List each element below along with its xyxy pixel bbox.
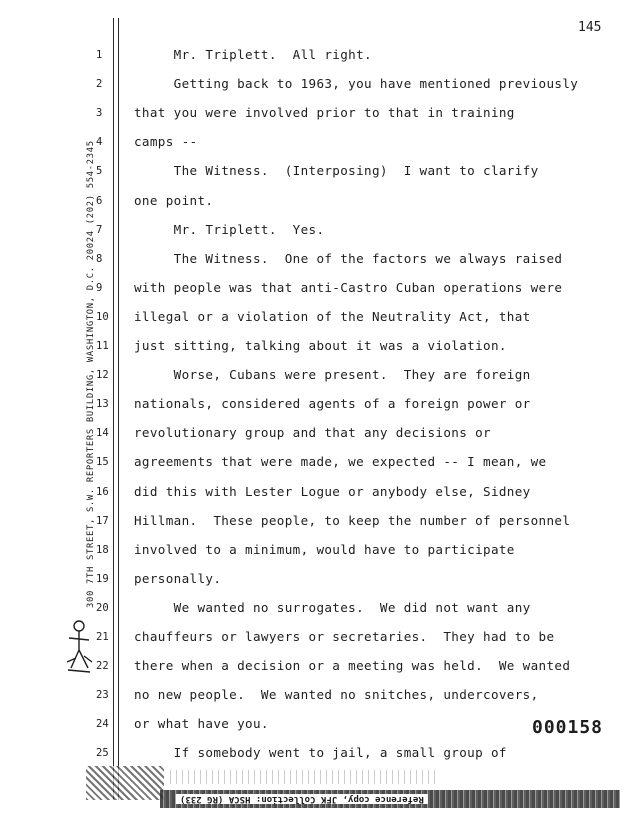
line-number: 11	[96, 340, 109, 352]
transcript-line: personally.	[134, 570, 222, 586]
line-number: 23	[96, 689, 109, 702]
transcript-line: camps --	[134, 134, 198, 150]
transcript-line: revolutionary group and that any decisions or	[134, 425, 491, 441]
transcript-line: agreements that were made, we expected -- I mean, we	[134, 454, 547, 470]
line-number: 4	[96, 136, 103, 149]
transcript-line: just sitting, talking about it was a violation.	[134, 338, 507, 353]
transcript-line: with people was that anti-Castro Cuban operations were	[134, 279, 563, 295]
transcript-line: Mr. Triplett. Yes.	[134, 221, 325, 237]
scan-smudge	[86, 766, 164, 800]
transcript-line: If somebody went to jail, a small group of	[134, 745, 507, 761]
transcript-line: one point.	[134, 192, 214, 208]
left-margin-rule-inner	[118, 18, 119, 800]
transcript-line: that you were involved prior to that in training	[134, 105, 515, 121]
transcript-line: or what have you.	[134, 716, 269, 732]
transcript-line: Mr. Triplett. All right.	[134, 47, 372, 62]
line-number: 21	[96, 631, 109, 643]
line-number: 25	[96, 747, 109, 760]
line-number: 10	[96, 310, 109, 323]
line-number: 17	[96, 514, 109, 527]
transcript-line: Worse, Cubans were present. They are foreign	[134, 367, 531, 383]
line-number: 18	[96, 543, 109, 556]
reporter-address: 300 7TH STREET, S.W. REPORTERS BUILDING, WASHINGTON, D.C. 20024 (202) 554-2345	[86, 140, 96, 608]
transcript-line: chauffeurs or lawyers or secretaries. They had to be	[134, 629, 555, 644]
line-number: 12	[96, 369, 109, 382]
transcript-line: Getting back to 1963, you have mentioned previously	[134, 76, 579, 92]
line-number: 20	[96, 601, 109, 614]
transcript-line: We wanted no surrogates. We did not want any	[134, 599, 531, 615]
transcript-line: Hillman. These people, to keep the number of personnel	[134, 512, 571, 528]
transcript-line: The Witness. One of the factors we always raised	[134, 250, 563, 266]
line-number: 9	[96, 281, 103, 294]
line-number: 14	[96, 427, 109, 440]
document-id: 000158	[532, 717, 604, 738]
scan-noise	[170, 770, 440, 784]
page-number: 145	[578, 20, 602, 35]
line-number: 5	[96, 165, 103, 178]
line-number: 1	[96, 49, 103, 61]
left-margin-rule	[113, 18, 114, 800]
line-number: 13	[96, 398, 109, 411]
collection-reference: Reference copy, JFK Collection: HSCA (RG 233)	[176, 794, 428, 804]
stamp-figure-icon	[64, 618, 94, 674]
transcript-line: illegal or a violation of the Neutrality Act, that	[134, 308, 531, 324]
line-number: 19	[96, 572, 109, 585]
transcript-line: did this with Lester Logue or anybody else, Sidney	[134, 483, 531, 499]
transcript-line: there when a decision or a meeting was held. We wanted	[134, 658, 571, 674]
line-number: 24	[96, 718, 109, 731]
line-number: 8	[96, 252, 103, 265]
line-number: 3	[96, 107, 103, 120]
line-number: 16	[96, 485, 109, 498]
line-number: 15	[96, 456, 109, 469]
line-number: 2	[96, 78, 103, 91]
line-number: 7	[96, 223, 103, 236]
transcript-line: The Witness. (Interposing) I want to clarify	[134, 163, 539, 179]
transcript-line: involved to a minimum, would have to participate	[134, 541, 515, 557]
transcript-line: nationals, considered agents of a foreign power or	[134, 396, 531, 412]
line-number: 22	[96, 660, 109, 673]
transcript-line: no new people. We wanted no snitches, undercovers,	[134, 687, 539, 703]
line-number: 6	[96, 194, 103, 207]
